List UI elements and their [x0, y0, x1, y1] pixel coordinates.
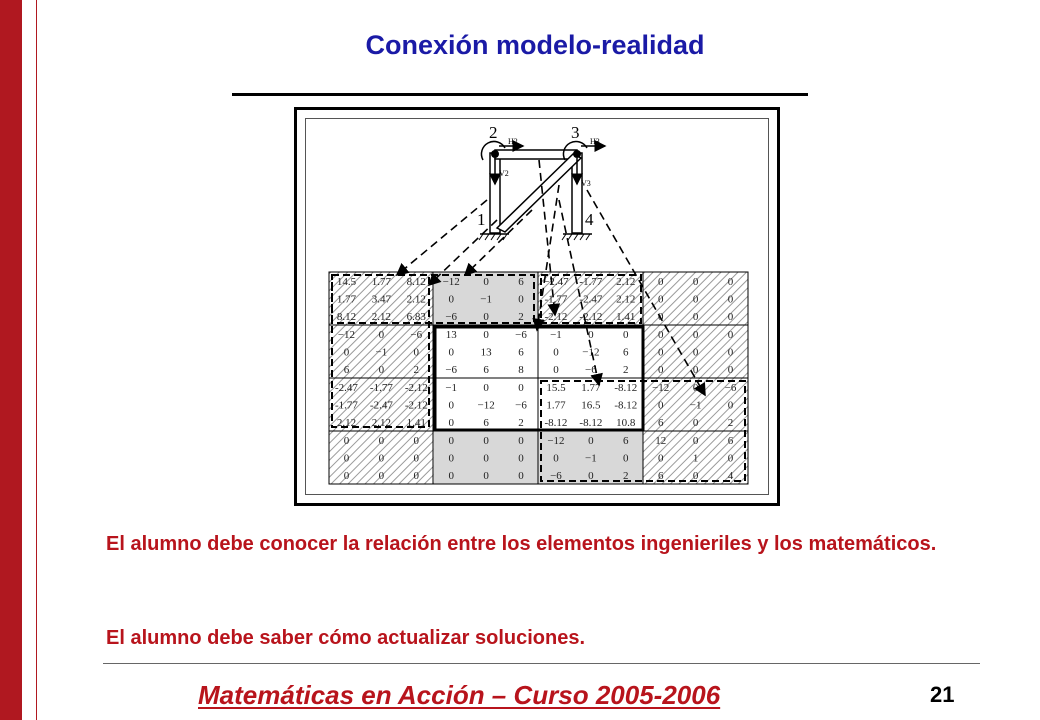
matrix-cell: 0	[448, 293, 454, 306]
matrix-cell: 6	[623, 434, 629, 447]
page-number: 21	[930, 682, 955, 707]
matrix-cell: 0	[657, 452, 664, 465]
matrix-cell: 2	[413, 364, 420, 377]
matrix-cell: -8.12	[544, 417, 568, 430]
matrix-cell: 6	[518, 346, 524, 359]
matrix-cell: 2	[623, 364, 629, 377]
matrix-cell: 0	[727, 452, 734, 465]
force-label: V2	[499, 169, 509, 178]
matrix-cell: 0	[483, 470, 489, 483]
matrix-cell: −1	[550, 328, 562, 341]
matrix-cell: 1.77	[336, 293, 357, 306]
matrix-cell: 0	[343, 346, 350, 359]
matrix-cell: −12	[477, 399, 495, 412]
matrix-cell: 10.8	[616, 417, 636, 430]
support-hatches	[479, 234, 590, 240]
matrix-cell: −6	[724, 381, 737, 394]
matrix-cell: 6	[657, 417, 664, 430]
matrix-cell: 0	[343, 470, 350, 483]
matrix-cell: 0	[378, 434, 385, 447]
matrix-cell: 0	[448, 470, 454, 483]
matrix-cell: 0	[448, 434, 454, 447]
matrix-cell: 0	[657, 346, 664, 359]
node-label: 2	[489, 123, 498, 142]
matrix-cell: 0	[727, 275, 734, 288]
matrix-cell: 0	[657, 275, 664, 288]
matrix-cell: 6.83	[406, 311, 426, 324]
matrix-cell: 1.77	[581, 381, 601, 394]
matrix-cell: 0	[692, 434, 699, 447]
matrix-cell: 0	[727, 293, 734, 306]
matrix-cell: 0	[692, 311, 699, 324]
matrix-cell: 0	[378, 328, 385, 341]
matrix-cell: 1.41	[406, 417, 426, 430]
matrix-cell: 15.5	[546, 381, 566, 394]
matrix-cell: 6	[483, 364, 489, 377]
matrix-cell: -2.47	[369, 399, 393, 412]
matrix-cell: 0	[483, 275, 489, 288]
matrix-cell: 12	[655, 434, 667, 447]
matrix-cell: 6	[623, 346, 629, 359]
matrix-cell: 6	[343, 364, 350, 377]
matrix-cell: 2.12	[616, 275, 636, 288]
force-label: H3	[590, 137, 600, 146]
matrix-cell: 0	[727, 346, 734, 359]
matrix-cell: 0	[448, 452, 454, 465]
matrix-cell: 0	[553, 346, 559, 359]
node-label: 3	[571, 123, 580, 142]
matrix-cell: 0	[378, 470, 385, 483]
matrix-cell: 0	[727, 399, 734, 412]
matrix-cell: 0	[448, 346, 454, 359]
joint-2	[491, 150, 499, 158]
matrix-cell: -2.12	[579, 311, 603, 324]
left-accent-line	[36, 0, 37, 720]
matrix-cell: 14.5	[336, 275, 357, 288]
matrix-cell: 0	[413, 452, 420, 465]
matrix-cell: −1	[585, 452, 597, 465]
matrix-cell: 0	[588, 328, 594, 341]
matrix-cell: 0	[483, 328, 489, 341]
matrix-cell: 2.12	[616, 293, 636, 306]
matrix-cell: 0	[553, 452, 559, 465]
matrix-cell: 2	[518, 311, 524, 324]
matrix-cell: 0	[623, 328, 629, 341]
title-underline	[232, 93, 808, 96]
matrix-cell: −1	[480, 293, 492, 306]
matrix-cell: 0	[692, 417, 699, 430]
matrix-cell: -2.12	[404, 381, 428, 394]
matrix-cell: -2.12	[404, 399, 428, 412]
matrix-cell: 16.5	[581, 399, 601, 412]
matrix-cell: 0	[413, 346, 420, 359]
matrix-cell: 0	[553, 364, 559, 377]
matrix-cell: 3.47	[371, 293, 391, 306]
matrix-cell: 0	[588, 470, 594, 483]
matrix-cell: 0	[727, 328, 734, 341]
matrix-cell: 2	[518, 417, 524, 430]
matrix-cell: −12	[582, 346, 600, 359]
matrix-cell: −6	[550, 470, 562, 483]
matrix-cell: 2.12	[336, 417, 357, 430]
matrix-cell: 6	[518, 275, 524, 288]
matrix-cell: −1	[375, 346, 388, 359]
matrix-cell: 1.77	[546, 399, 566, 412]
matrix-cell: 0	[657, 328, 664, 341]
node-label: 4	[585, 210, 594, 229]
matrix-cell: 1.77	[371, 275, 391, 288]
matrix-cell: 0	[448, 417, 454, 430]
matrix-cell: 0	[657, 311, 664, 324]
matrix-cell: 6	[483, 417, 489, 430]
joint-3	[573, 150, 581, 158]
matrix-cell: −2.47	[543, 275, 569, 288]
matrix-cell: 0	[483, 311, 489, 324]
matrix-cell: -1.77	[369, 381, 393, 394]
matrix-cell: −6	[515, 399, 527, 412]
force-label: H2	[508, 137, 518, 146]
matrix-cell: -1.77	[334, 399, 358, 412]
paragraph-update: El alumno debe saber cómo actualizar soluciones.	[106, 627, 586, 649]
matrix-cell: 0	[692, 293, 699, 306]
matrix-cell: 0	[727, 364, 734, 377]
matrix-cell: -2.47	[579, 293, 603, 306]
matrix-cell: 0	[692, 470, 699, 483]
matrix-cell: 6	[727, 434, 734, 447]
footer-course-title: Matemáticas en Acción – Curso 2005-2006	[198, 680, 721, 710]
matrix-cell: 2	[623, 470, 629, 483]
matrix-cell: 2.12	[406, 293, 426, 306]
matrix-cell: 13	[480, 346, 492, 359]
structure-matrix-figure	[294, 107, 780, 506]
matrix-cell: 4	[727, 470, 734, 483]
matrix-cell: 0	[483, 434, 489, 447]
matrix-cell: 0	[623, 452, 629, 465]
matrix-cell: -1.77	[579, 275, 603, 288]
matrix-cell: -8.12	[579, 417, 603, 430]
matrix-cell: 2	[727, 417, 734, 430]
matrix-cell: 0	[343, 452, 350, 465]
matrix-cell: 0	[692, 275, 699, 288]
matrix-cell: 0	[692, 328, 699, 341]
matrix-cell: 0	[413, 470, 420, 483]
matrix-cell: 0	[483, 381, 489, 394]
matrix-cell: 0	[483, 452, 489, 465]
matrix-cell: −6	[445, 364, 458, 377]
matrix-cell: −6	[445, 311, 458, 324]
matrix-cell: 0	[518, 470, 524, 483]
matrix-cell: 2.12	[371, 311, 391, 324]
node-label: 1	[477, 210, 486, 229]
matrix-cell: −6	[585, 364, 597, 377]
matrix-cell: 0	[657, 293, 664, 306]
paragraph-relation: El alumno debe conocer la relación entre los elementos ingenieriles y los matemáticos.	[106, 533, 937, 555]
slide-title: Conexión modelo-realidad	[365, 30, 705, 60]
matrix-cell: 0	[518, 434, 524, 447]
matrix-cell: 0	[692, 364, 699, 377]
matrix-cell: 1.41	[616, 311, 636, 324]
matrix-cell: −6	[410, 328, 423, 341]
matrix-cell: 0	[692, 381, 699, 394]
matrix-cell: 13	[445, 328, 457, 341]
matrix-cell: −1	[689, 399, 702, 412]
matrix-cell: 0	[378, 364, 385, 377]
footer-rule	[103, 663, 980, 664]
matrix-cell: 0	[692, 346, 699, 359]
matrix-cell: 8.12	[406, 275, 426, 288]
matrix-cell: 0	[413, 434, 420, 447]
matrix-cell: −12	[337, 328, 356, 341]
matrix-cell: 6	[657, 470, 664, 483]
matrix-cell: 1	[692, 452, 699, 465]
left-accent-bar	[0, 0, 22, 720]
matrix-cell: 0	[448, 399, 454, 412]
matrix-cell: −12	[652, 381, 670, 394]
matrix-cell: -2.12	[544, 311, 568, 324]
matrix-cell: -8.12	[614, 399, 638, 412]
matrix-cell: 8	[518, 364, 524, 377]
matrix-cell: 0	[657, 364, 664, 377]
matrix-cell: -8.12	[614, 381, 638, 394]
matrix-cell: 2.12	[371, 417, 391, 430]
force-label: V3	[581, 179, 591, 188]
matrix-cell: 8.12	[336, 311, 357, 324]
matrix-cell: -2.47	[334, 381, 358, 394]
matrix-cell: 0	[727, 311, 734, 324]
matrix-cell: 0	[588, 434, 594, 447]
matrix-cell: 0	[518, 381, 524, 394]
matrix-cell: −1	[445, 381, 458, 394]
matrix-cell: −6	[515, 328, 527, 341]
matrix-cell: 0	[378, 452, 385, 465]
matrix-cell: 0	[657, 399, 664, 412]
figure-drawing	[297, 110, 777, 503]
matrix-cell: 0	[518, 293, 524, 306]
matrix-cell: −12	[442, 275, 460, 288]
matrix-cell: 0	[518, 452, 524, 465]
matrix-cell: -1.77	[544, 293, 568, 306]
matrix-cell: −12	[547, 434, 565, 447]
matrix-cell: 0	[343, 434, 350, 447]
frame-structure	[480, 150, 592, 234]
